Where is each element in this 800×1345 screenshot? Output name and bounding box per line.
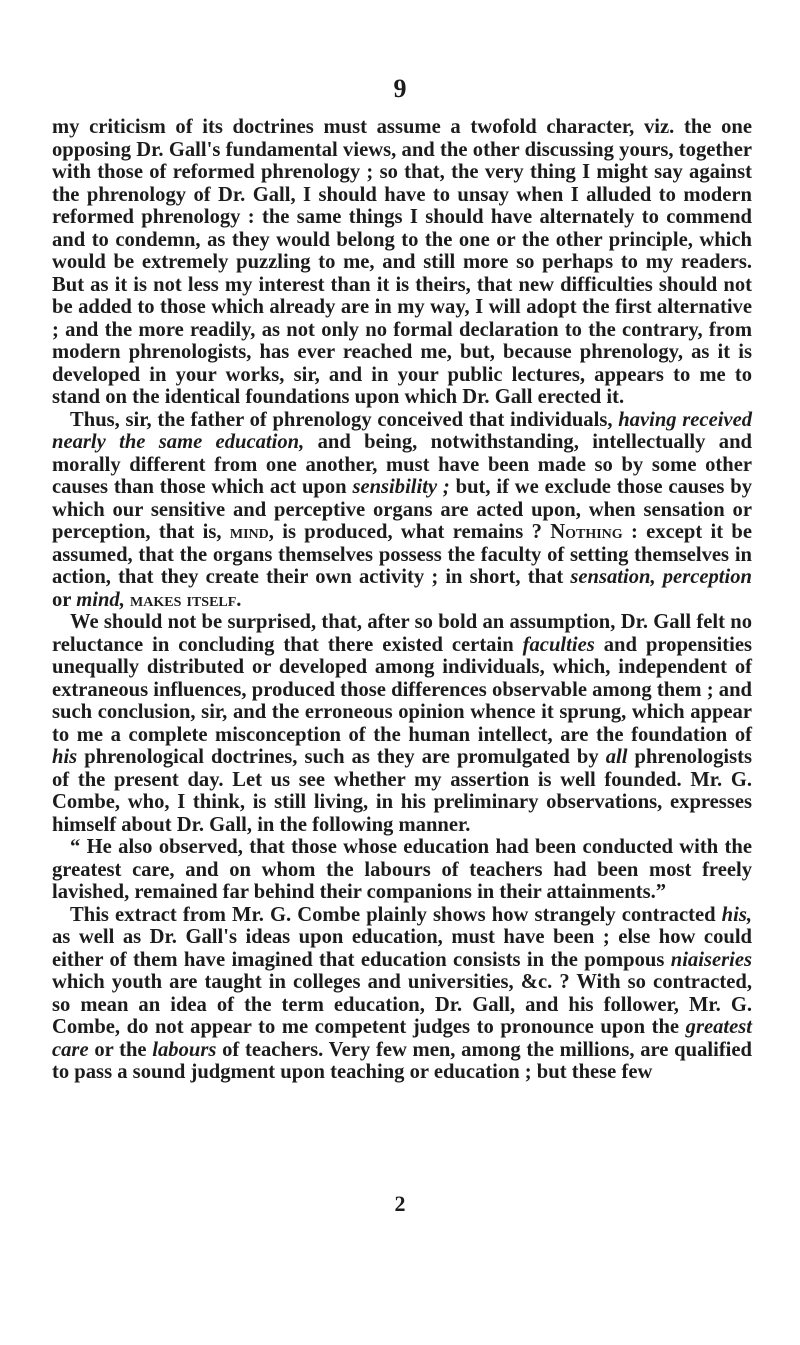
- italic-run: his: [52, 746, 78, 768]
- text-run: We should not be surprised, that, after so bold an assumption, Dr. Gall felt no reluctance in concluding that there existed certain: [52, 611, 752, 656]
- italic-run: his,: [721, 903, 752, 926]
- page-number: 9: [393, 74, 407, 103]
- paragraph-3: [52, 611, 752, 836]
- text-run: but, if we exclude those causes by which our sensitive and perceptive organs are acted upon, when sensation or perception, that is,: [52, 476, 752, 543]
- text-run: as well as Dr. Gall's ideas upon education, must have been ; else how could either of them have imagined that education consists in the pompous: [52, 926, 752, 971]
- text-run: and being, notwithstanding, intellectually and morally different from one another, must have been made so by some other causes than those which act upon: [52, 431, 752, 498]
- text-run: : except it be assumed, that the organs themselves possess the faculty of setting themselves in action, that they create their own activity ; in short, that: [52, 521, 753, 588]
- text-run: This extract from Mr. G. Combe plainly shows how strangely contracted: [70, 903, 722, 926]
- italic-run: labours: [152, 1038, 217, 1061]
- text-run: Thus, sir, the father of phrenology conceived that individuals,: [70, 408, 619, 431]
- paragraph-5: [52, 904, 752, 1084]
- text-run: phrenologists of the present day. Let us see whether my assertion is well founded. Mr. G. Combe, who, I think, is still living, in his preliminary observations, expresses himself about Dr. Gall, in the following manner.: [52, 746, 753, 836]
- italic-run: sensibility ;: [352, 476, 450, 498]
- text-run: which youth are taught in colleges and universities, &c. ? With so contracted, so mean an idea of the term education, Dr. Gall, and his follower, Mr. G. Combe, do not appear to me competent judges to pronounce upon the: [52, 971, 752, 1038]
- italic-run: faculties: [522, 633, 595, 656]
- paragraph-2: [52, 409, 752, 612]
- paragraph-4-quotation: “ He also observed, that those whose education had been conducted with the greatest care, and on whom the labours of teachers had been most freely lavished, remained far behind their companions in their attainments.”: [52, 836, 752, 903]
- body-text: [52, 116, 752, 1084]
- italic-run: mind,: [76, 588, 125, 611]
- text-run: or the: [88, 1038, 153, 1061]
- text-run: is produced, what remains ?: [273, 521, 551, 543]
- text-run: and propensities unequally distributed or developed among individuals, which, independent of extraneous influences, produced those differences observable among them ; and such conclusion, sir, and the erroneous opinion whence it sprung, which appear to me a complete misconception of the human intellect, are the foundation of: [52, 633, 752, 746]
- small-caps-run: makes itself.: [130, 588, 242, 611]
- italic-run: sensation, perception: [570, 566, 752, 588]
- signature-mark: 2: [394, 1191, 406, 1216]
- text-run: phrenological doctrines, such as they are promulgated by: [77, 746, 606, 768]
- italic-run: all: [605, 746, 628, 768]
- italic-run: greatest care: [52, 1016, 752, 1061]
- italic-run: having received nearly the same education,: [52, 408, 753, 453]
- italic-run: niaiseries: [670, 948, 752, 971]
- small-caps-run: Nothing: [550, 521, 623, 543]
- text-run: or: [52, 588, 77, 611]
- text-run: of teachers. Very few men, among the millions, are qualified to pass a sound judgment upon teaching or education ; but these few: [52, 1038, 752, 1083]
- paragraph-1: my criticism of its doctrines must assume a twofold character, viz. the one opposing Dr. Gall's fundamental views, and the other discussing yours, together with those of reformed phrenology ; so that, the very thing I might say against the phrenology of Dr. Gall, I should have to unsay when I alluded to modern reformed phrenology : the same things I should have alternately to commend and to condemn, as they would belong to the one or the other principle, which would be extremely puzzling to me, and still more so perhaps to my readers. But as it is not less my interest than it is theirs, that new difficulties should not be added to those which already are in my way, I will adopt the first alternative ; and the more readily, as not only no formal declaration to the contrary, from modern phrenologists, has ever reached me, but, because phrenology, as it is developed in your works, sir, and in your public lectures, appears to me to stand on the identical foundations upon which Dr. Gall erected it.: [52, 116, 752, 408]
- small-caps-run: mind,: [229, 521, 274, 543]
